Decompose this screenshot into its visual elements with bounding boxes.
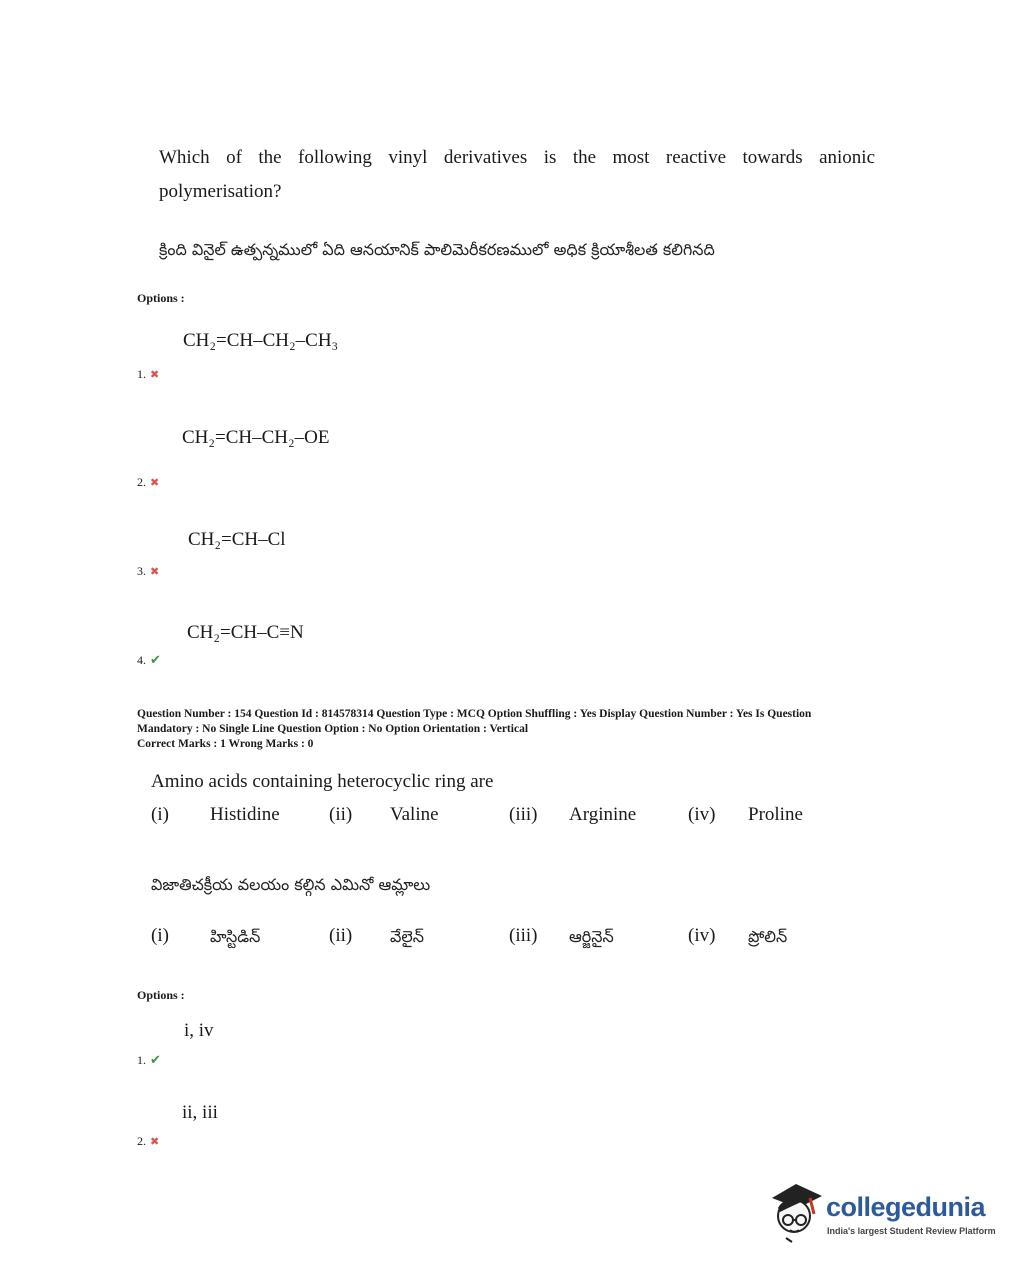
item-roman: (iv) (688, 925, 716, 946)
options-label: Options : (137, 988, 185, 1002)
question-2-telugu: విజాతిచక్రీయ వలయం కల్గిన ఎమినో ఆమ్లాలు (151, 875, 431, 894)
q2-option-1-marker: 1. ✔ (137, 1053, 161, 1068)
options-label: Options : (137, 291, 185, 305)
question-1-line2: polymerisation? (159, 181, 282, 202)
q2-option-2-text: ii, iii (182, 1102, 218, 1123)
item-name: హిస్టిడిన్ (210, 927, 261, 946)
item-name: ప్రోలిన్ (748, 927, 788, 946)
option-3-formula: CH₂=CH–Cl (188, 529, 286, 550)
brand-name: collegedunia (826, 1192, 986, 1222)
item-name: Histidine (210, 804, 280, 825)
meta-line-2: Mandatory : No Single Line Question Option : No Option Orientation : Vertical (137, 723, 529, 735)
amino-acid-list-en (151, 804, 803, 826)
option-3-marker: 3. ✖ (137, 564, 160, 578)
wrong-mark-icon: ✖ (150, 565, 160, 578)
question-2-text: Amino acids containing heterocyclic ring are (151, 771, 494, 792)
item-name: Valine (390, 804, 439, 825)
brand-tagline: India's largest Student Review Platform (827, 1226, 996, 1236)
check-mark-icon: ✔ (150, 653, 161, 668)
q2-option-2-marker: 2. ✖ (137, 1134, 160, 1148)
item-roman: (ii) (329, 804, 353, 825)
item-roman: (i) (151, 804, 169, 825)
question-1-text (159, 141, 875, 209)
item-roman: (iii) (509, 804, 538, 825)
option-2-marker: 2. ✖ (137, 475, 160, 489)
mascot-icon (766, 1178, 828, 1248)
option-1-formula: CH₂=CH–CH₂–CH₃ (183, 330, 339, 351)
amino-acid-list-te (151, 925, 787, 949)
item-name: Proline (748, 804, 803, 825)
wrong-mark-icon: ✖ (150, 1135, 160, 1148)
wrong-mark-icon: ✖ (150, 476, 160, 489)
question-1-line1: Which of the following vinyl derivatives is the most reactive towards anionic (159, 147, 875, 168)
item-roman: (iii) (509, 925, 538, 946)
check-mark-icon: ✔ (150, 1053, 161, 1068)
item-roman: (i) (151, 925, 169, 946)
option-4-marker: 4. ✔ (137, 653, 161, 668)
meta-line-3: Correct Marks : 1 Wrong Marks : 0 (137, 738, 314, 750)
question-meta (137, 707, 897, 752)
option-1-marker: 1. ✖ (137, 367, 160, 381)
option-2-formula: CH₂=CH–CH₂–OE (182, 427, 330, 448)
wrong-mark-icon: ✖ (150, 368, 160, 381)
collegedunia-logo (766, 1178, 996, 1248)
item-roman: (ii) (329, 925, 353, 946)
item-name: ఆర్జినైన్ (569, 927, 614, 946)
item-name: Arginine (569, 804, 637, 825)
question-1-telugu: క్రింది వినైల్ ఉత్పన్నములో ఏది ఆనయానిక్ పాలిమెరీకరణములో అధిక క్రియాశీలత కలిగినది (159, 240, 715, 259)
option-4-formula: CH₂=CH–C≡N (187, 622, 304, 643)
item-name: వేలైన్ (390, 927, 424, 946)
item-roman: (iv) (688, 804, 716, 825)
q2-option-1-text: i, iv (184, 1020, 214, 1041)
meta-line-1: Question Number : 154 Question Id : 814578314 Question Type : MCQ Option Shuffling : Yes Display Question Number : Yes Is Question (137, 708, 812, 720)
